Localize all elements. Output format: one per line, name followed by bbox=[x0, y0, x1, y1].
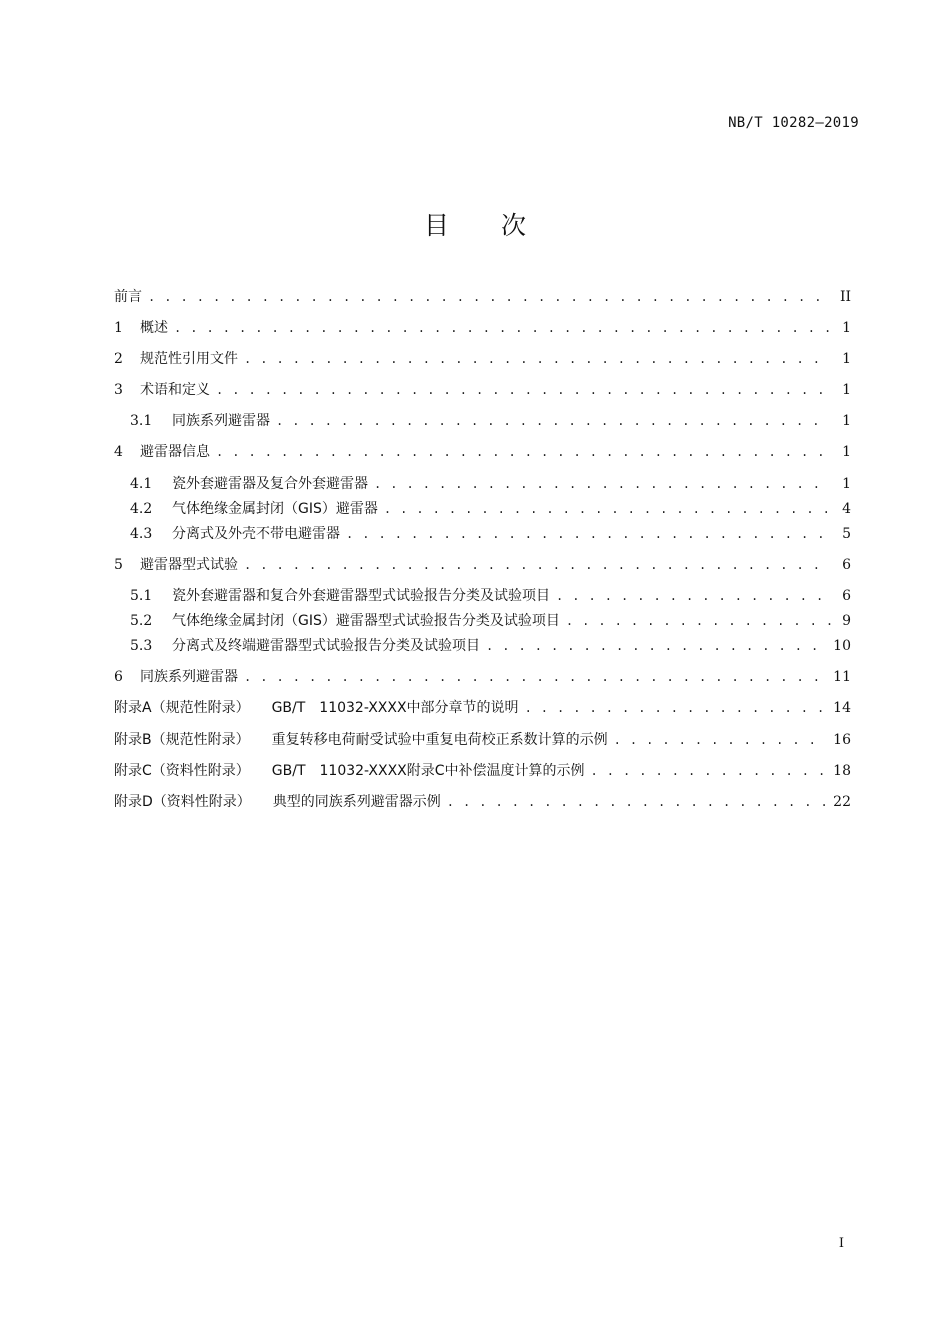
toc-entry-number: 4 bbox=[114, 444, 123, 460]
toc-page-number: 1 bbox=[842, 320, 851, 336]
leader-dots bbox=[148, 286, 831, 308]
toc-entry-4[interactable] bbox=[114, 441, 851, 463]
toc-entry-label: 瓷外套避雷器及复合外套避雷器 bbox=[172, 476, 368, 492]
toc-entry-label: 分离式及终端避雷器型式试验报告分类及试验项目 bbox=[172, 638, 480, 654]
toc-entry-number: 5.1 bbox=[130, 588, 153, 604]
appendix-prefix: 附录A（规范性附录） bbox=[114, 700, 250, 716]
toc-entry-number: 6 bbox=[114, 669, 123, 685]
page-number: I bbox=[838, 1236, 844, 1251]
toc-entry-2[interactable] bbox=[114, 348, 851, 370]
toc-entry-number: 4.2 bbox=[130, 501, 153, 517]
document-code: NB/T 10282—2019 bbox=[728, 115, 859, 131]
toc-entry-appendix-a[interactable] bbox=[114, 697, 851, 719]
toc-entry-label: 分离式及外壳不带电避雷器 bbox=[172, 526, 340, 542]
leader-dots bbox=[244, 348, 831, 370]
leader-dots bbox=[525, 697, 828, 719]
toc-entry-label: 同族系列避雷器 bbox=[140, 669, 238, 685]
leader-dots bbox=[566, 610, 831, 632]
toc-entry-4-2[interactable] bbox=[130, 498, 851, 520]
leader-dots bbox=[216, 379, 831, 401]
toc-entry-label: 避雷器型式试验 bbox=[140, 557, 238, 573]
toc-entry-label: 气体绝缘金属封闭（GIS）避雷器 bbox=[172, 501, 378, 517]
toc-entry-3[interactable] bbox=[114, 379, 851, 401]
toc-entry-number: 1 bbox=[114, 320, 123, 336]
toc-page-number: 6 bbox=[842, 557, 851, 573]
toc-entry-label: 前言 bbox=[114, 289, 142, 305]
toc-page-number: II bbox=[839, 289, 851, 305]
leader-dots bbox=[384, 498, 831, 520]
toc-page-number: 22 bbox=[833, 794, 851, 810]
leader-dots bbox=[556, 585, 831, 607]
toc-entry-5-1[interactable] bbox=[130, 585, 851, 607]
toc-page-number: 1 bbox=[842, 382, 851, 398]
toc-entry-number: 5 bbox=[114, 557, 123, 573]
toc-page-number: 5 bbox=[842, 526, 851, 542]
toc-entry-number: 3 bbox=[114, 382, 123, 398]
leader-dots bbox=[374, 473, 831, 495]
appendix-prefix: 附录D（资料性附录） bbox=[114, 794, 251, 810]
leader-dots bbox=[591, 760, 828, 782]
appendix-prefix: 附录B（规范性附录） bbox=[114, 732, 250, 748]
toc-entry-5[interactable] bbox=[114, 554, 851, 576]
toc-entry-label: 瓷外套避雷器和复合外套避雷器型式试验报告分类及试验项目 bbox=[172, 588, 550, 604]
toc-entry-1[interactable] bbox=[114, 317, 851, 339]
leader-dots bbox=[244, 666, 827, 688]
toc-page-number: 1 bbox=[842, 476, 851, 492]
toc-page-number: 6 bbox=[842, 588, 851, 604]
toc-entry-6[interactable] bbox=[114, 666, 851, 688]
toc-entry-appendix-c[interactable] bbox=[114, 760, 851, 782]
toc-entry-5-2[interactable] bbox=[130, 610, 851, 632]
toc-entry-label: 重复转移电荷耐受试验中重复电荷校正系数计算的示例 bbox=[271, 732, 608, 748]
toc-entry-5-3[interactable] bbox=[130, 635, 851, 657]
toc-entry-4-1[interactable] bbox=[130, 473, 851, 495]
toc-entry-label: 典型的同族系列避雷器示例 bbox=[272, 794, 441, 810]
toc-entry-label: GB/T 11032-XXXX附录C中补偿温度计算的示例 bbox=[271, 763, 585, 779]
toc-page-number: 1 bbox=[842, 351, 851, 367]
toc-entry-appendix-d[interactable] bbox=[114, 791, 851, 813]
toc-page-number: 10 bbox=[833, 638, 851, 654]
leader-dots bbox=[244, 554, 831, 576]
leader-dots bbox=[346, 523, 831, 545]
toc-entry-number: 5.3 bbox=[130, 638, 153, 654]
toc-page-number: 4 bbox=[842, 501, 851, 517]
leader-dots bbox=[174, 317, 831, 339]
leader-dots bbox=[486, 635, 827, 657]
toc-page-number: 16 bbox=[833, 732, 851, 748]
toc-entry-appendix-b[interactable] bbox=[114, 729, 851, 751]
toc-entry-4-3[interactable] bbox=[130, 523, 851, 545]
toc-entry-label: GB/T 11032-XXXX中部分章节的说明 bbox=[271, 700, 519, 716]
leader-dots bbox=[276, 410, 831, 432]
toc-entry-number: 5.2 bbox=[130, 613, 153, 629]
toc-page-number: 14 bbox=[833, 700, 851, 716]
toc-entry-number: 2 bbox=[114, 351, 123, 367]
toc-entry-label: 规范性引用文件 bbox=[140, 351, 238, 367]
toc-page-number: 1 bbox=[842, 413, 851, 429]
leader-dots bbox=[614, 729, 828, 751]
toc-entry-label: 避雷器信息 bbox=[140, 444, 210, 460]
page-title: 目 次 bbox=[424, 211, 548, 240]
toc-entry-label: 同族系列避雷器 bbox=[172, 413, 270, 429]
toc-page-number: 18 bbox=[833, 763, 851, 779]
toc-entry-label: 概述 bbox=[140, 320, 168, 336]
toc-page-number: 11 bbox=[833, 669, 851, 685]
leader-dots bbox=[216, 441, 831, 463]
toc-entry-foreword[interactable] bbox=[114, 286, 851, 308]
leader-dots bbox=[447, 791, 827, 813]
toc-entry-number: 4.3 bbox=[130, 526, 153, 542]
toc-entry-label: 气体绝缘金属封闭（GIS）避雷器型式试验报告分类及试验项目 bbox=[172, 613, 560, 629]
toc-entry-number: 4.1 bbox=[130, 476, 153, 492]
toc-entry-3-1[interactable] bbox=[130, 410, 851, 432]
toc-entry-label: 术语和定义 bbox=[140, 382, 210, 398]
toc-entry-number: 3.1 bbox=[130, 413, 153, 429]
toc-page-number: 1 bbox=[842, 444, 851, 460]
appendix-prefix: 附录C（资料性附录） bbox=[114, 763, 250, 779]
toc-page-number: 9 bbox=[842, 613, 851, 629]
